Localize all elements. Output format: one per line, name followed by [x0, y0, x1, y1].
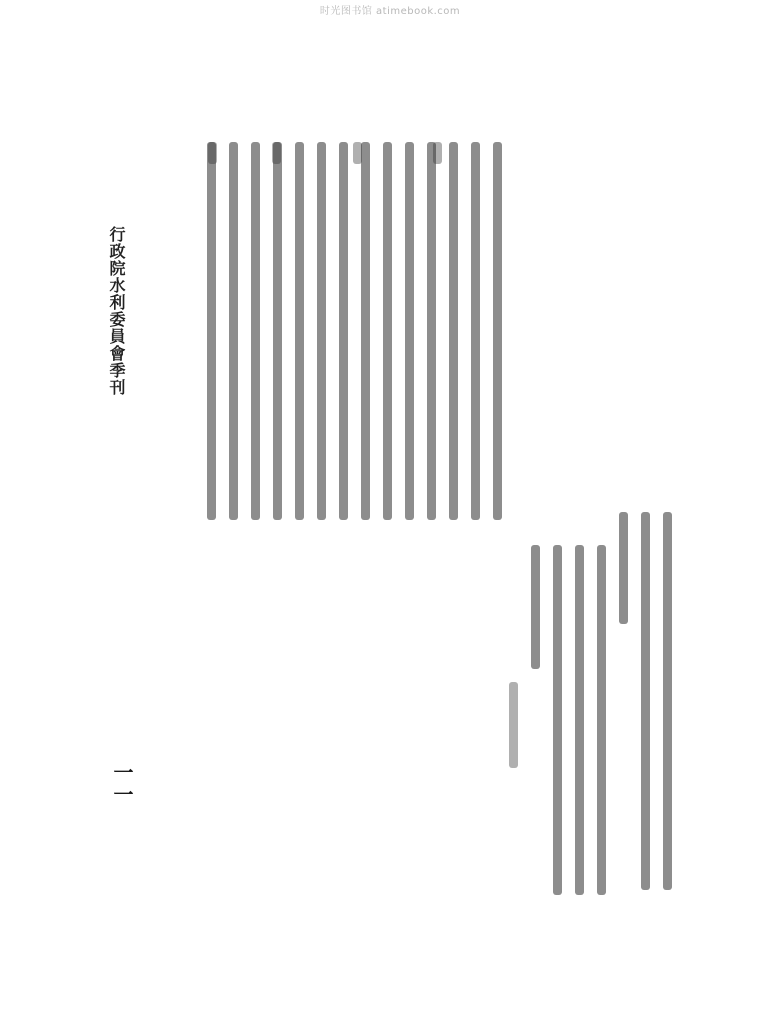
illegible-text-column	[251, 142, 260, 520]
illegible-text-column	[339, 142, 348, 520]
illegible-text-column	[619, 512, 628, 624]
illegible-text-column	[383, 142, 392, 520]
illegible-text-column	[575, 545, 584, 895]
illegible-text-column	[471, 142, 480, 520]
page-number: 一一	[110, 762, 134, 806]
illegible-text-column	[361, 142, 370, 520]
illegible-text-column	[449, 142, 458, 520]
illegible-text-column	[553, 545, 562, 895]
illegible-text-column	[433, 142, 442, 164]
running-head: 行政院水利委員會季刊	[107, 226, 126, 396]
illegible-text-column	[229, 142, 238, 520]
illegible-text-column	[531, 545, 540, 669]
illegible-text-column	[597, 545, 606, 895]
illegible-text-column	[272, 142, 281, 164]
illegible-text-column	[641, 512, 650, 890]
illegible-text-column	[509, 682, 518, 768]
illegible-text-column	[273, 142, 282, 520]
illegible-text-column	[207, 142, 216, 520]
illegible-text-column	[208, 142, 217, 164]
illegible-text-column	[405, 142, 414, 520]
illegible-text-column	[493, 142, 502, 520]
illegible-text-column	[317, 142, 326, 520]
illegible-text-column	[353, 142, 362, 164]
illegible-text-column	[663, 512, 672, 890]
illegible-text-column	[427, 142, 436, 520]
illegible-text-column	[295, 142, 304, 520]
site-watermark: 时光图书馆 atimebook.com	[319, 6, 461, 17]
